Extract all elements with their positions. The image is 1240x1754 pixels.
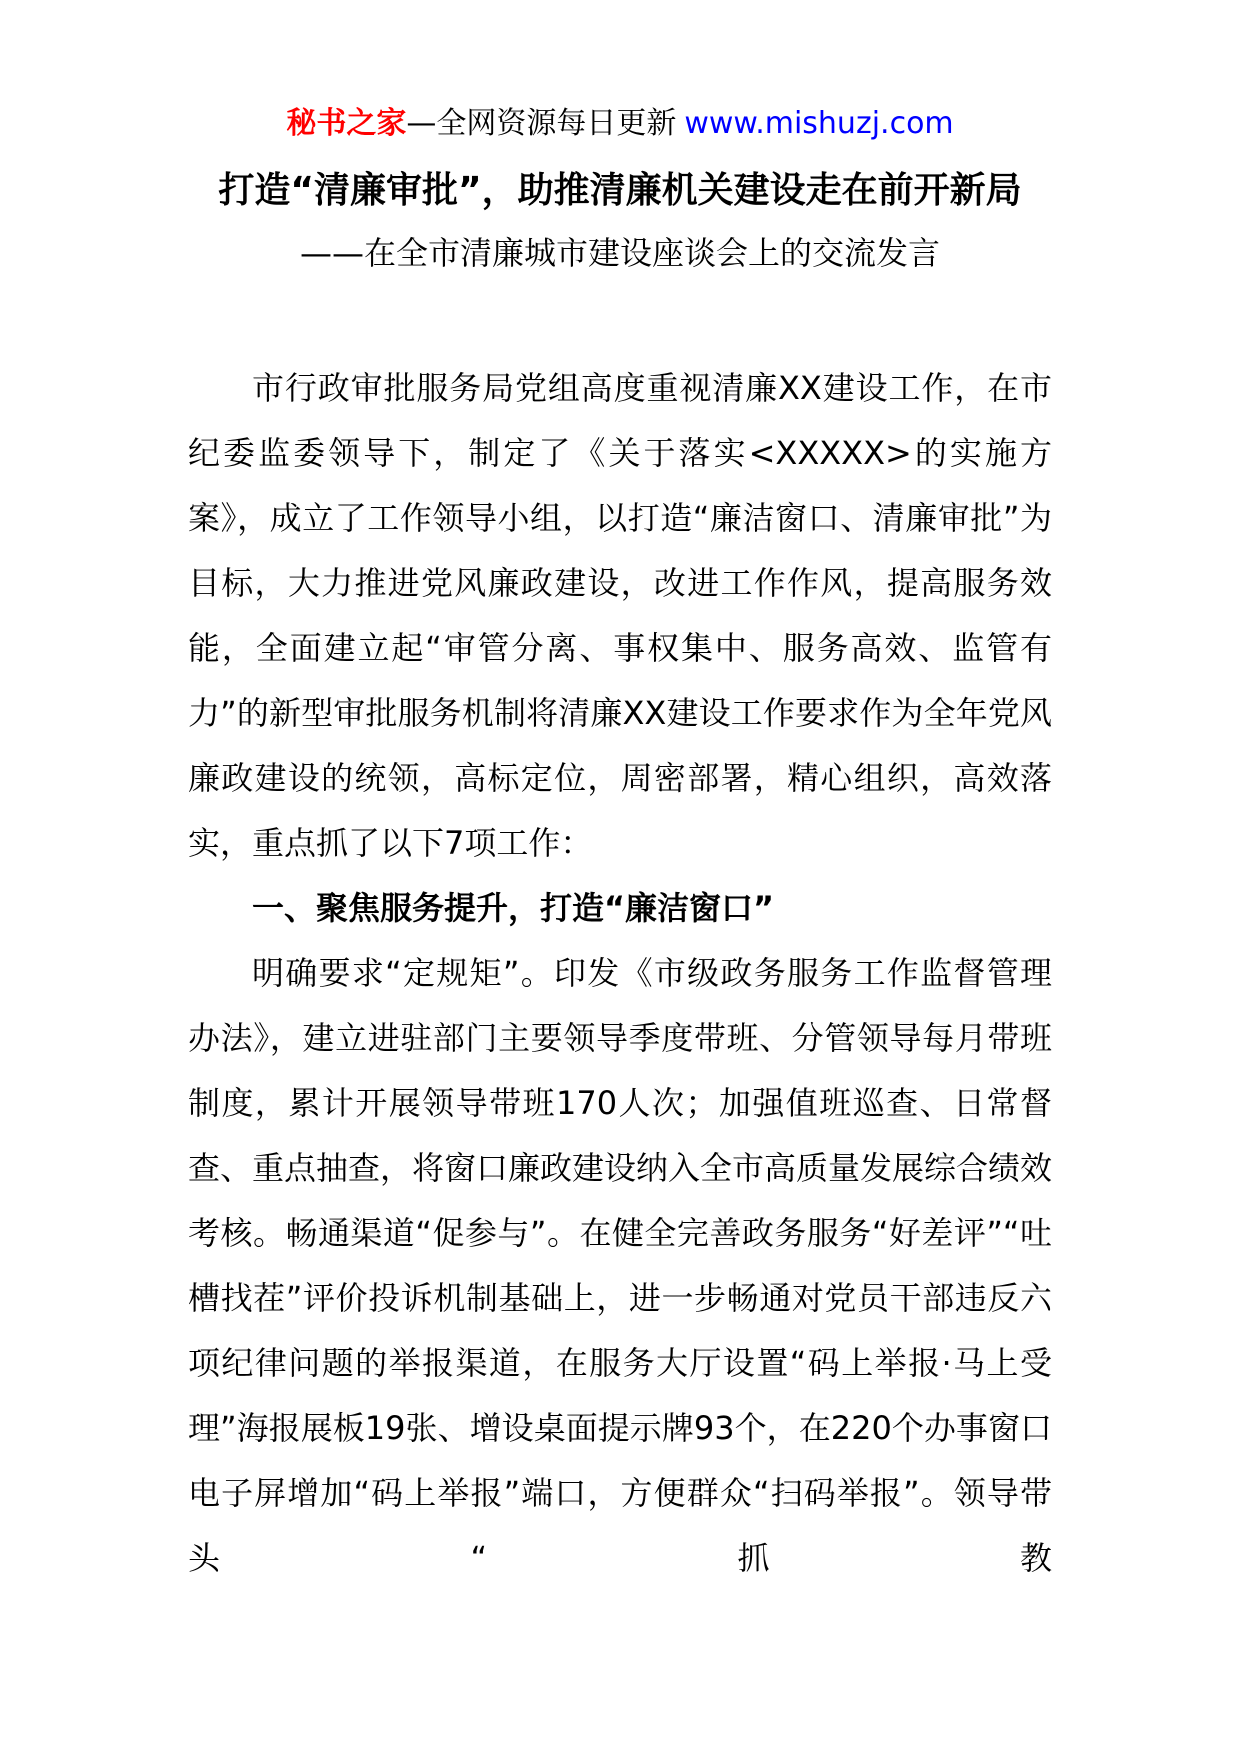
- section-heading-1: 一、聚焦服务提升，打造“廉洁窗口”: [252, 889, 775, 927]
- document-title: 打造“清廉审批”，助推清廉机关建设走在前开新局: [218, 170, 1022, 211]
- document-subtitle: ——在全市清廉城市建设座谈会上的交流发言: [299, 234, 940, 272]
- body-paragraph-intro: 市行政审批服务局党组高度重视清廉XX建设工作，在市纪委监委领导下，制定了《关于落实<XXXXX>的实施方案》，成立了工作领导小组，以打造“廉洁窗口、清廉审批”为目标，大力推进党风廉政建设，改进工作作风，提高服务效能，全面建立起“审管分离、事权集中、服务高效、监管有力”的新型审批服务机制将清廉XX建设工作要求作为全年党风廉政建设的统领，高标定位，周密部署，精心组织，高效落实，重点抓了以下7项工作：: [188, 369, 1052, 862]
- brand-tagline: —全网资源每日更新: [406, 106, 677, 141]
- brand-name: 秘书之家: [286, 106, 407, 141]
- document-body: [188, 356, 1052, 1591]
- site-url[interactable]: www.mishuzj.com: [684, 106, 954, 141]
- site-header: [0, 102, 1240, 146]
- body-paragraph-section-1: 明确要求“定规矩”。印发《市级政务服务工作监督管理办法》，建立进驻部门主要领导季度带班、分管领导每月带班制度，累计开展领导带班170人次；加强值班巡查、日常督查、重点抽查，将窗口廉政建设纳入全市高质量发展综合绩效考核。畅通渠道“促参与”。在健全完善政务服务“好差评”“吐槽找茬”评价投诉机制基础上，进一步畅通对党员干部违反六项纪律问题的举报渠道，在服务大厅设置“码上举报·马上受理”海报展板19张、增设桌面提示牌93个，在220个办事窗口电子屏增加“码上举报”端口，方便群众“扫码举报”。领导带头“抓教: [188, 954, 1053, 1577]
